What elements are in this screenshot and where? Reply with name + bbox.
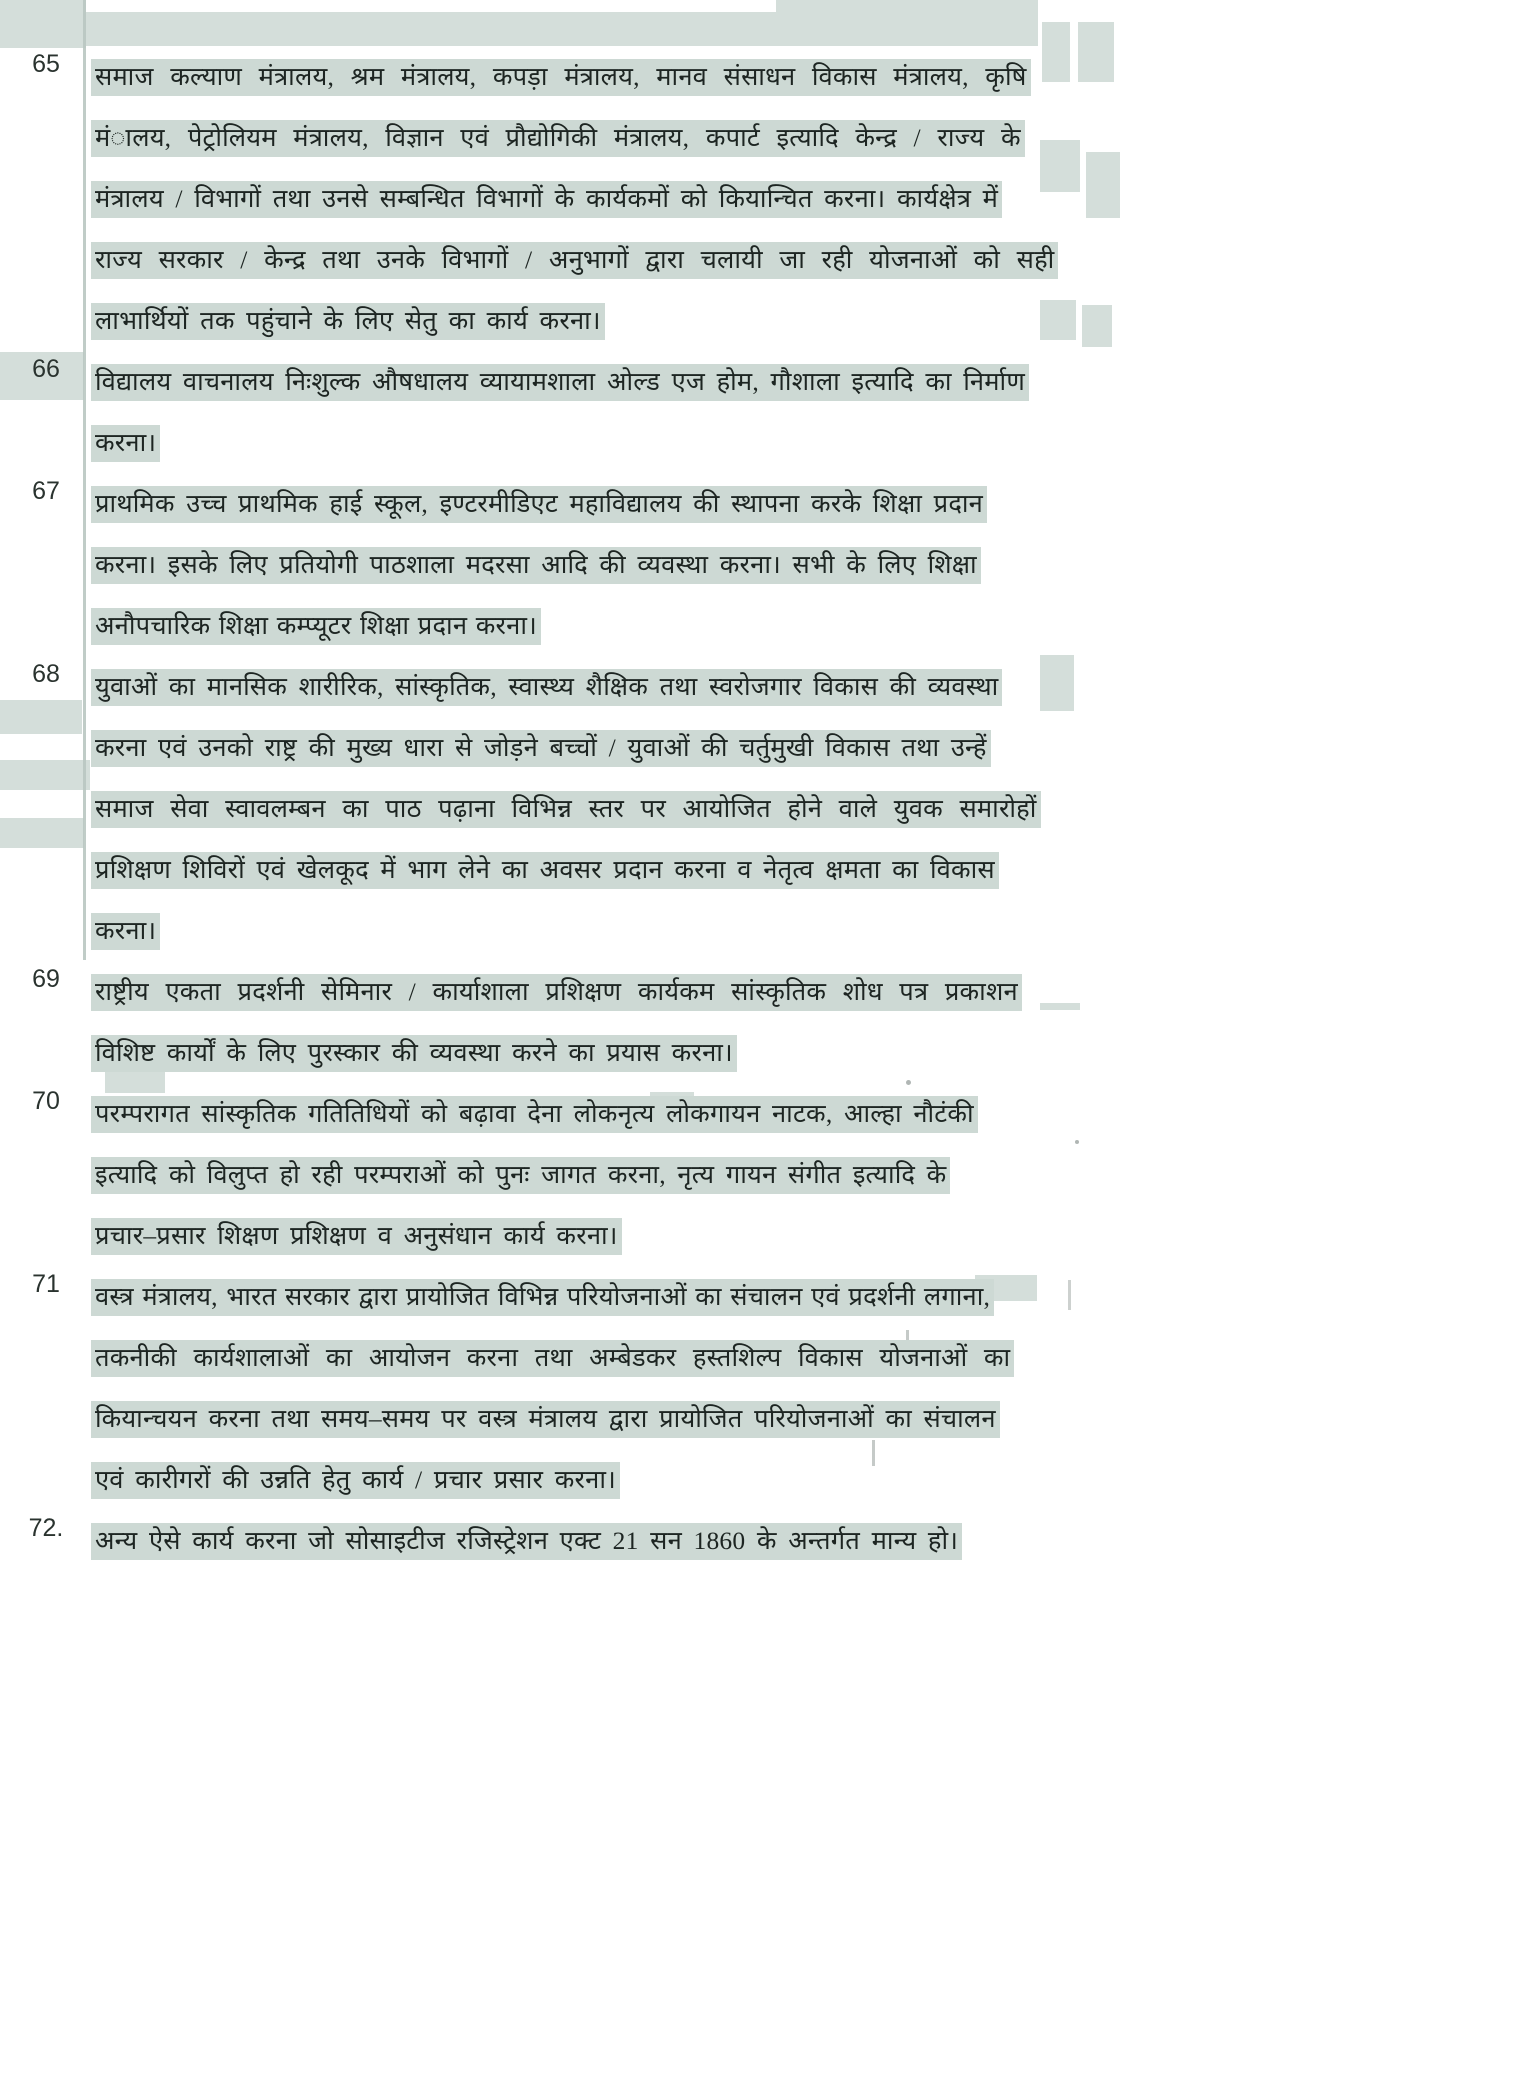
clause-text <box>92 1266 1540 1510</box>
clause-text <box>92 351 1540 473</box>
clause-line: अनौपचारिक शिक्षा कम्प्यूटर शिक्षा प्रदान करना। <box>92 609 540 644</box>
clause-line: समाज कल्याण मंत्रालय, श्रम मंत्रालय, कपड़ा मंत्रालय, मानव संसाधन विकास मंत्रालय, कृषि <box>92 60 1030 95</box>
clause-line: करना एवं उनको राष्ट्र की मुख्य धारा से जोड़ने बच्चों / युवाओं की चर्तुमुखी विकास तथा उन्हें <box>92 731 990 766</box>
clause-line: वस्त्र मंत्रालय, भारत सरकार द्वारा प्रायोजित विभिन्न परियोजनाओं का संचालन एवं प्रदर्शनी लगाना, <box>92 1280 993 1315</box>
clause-line: राष्ट्रीय एकता प्रदर्शनी सेमिनार / कार्याशाला प्रशिक्षण कार्यकम सांस्कृतिक शोध पत्र प्रकाशन <box>92 975 1021 1010</box>
clause-text <box>92 473 1540 656</box>
clause-line: करना। <box>92 914 159 949</box>
clause-number: 66 <box>32 355 60 383</box>
clause-line: परम्परागत सांस्कृतिक गतितिधियों को बढ़ावा देना लोकनृत्य लोकगायन नाटक, आल्हा नौटंकी <box>92 1097 977 1132</box>
clause-line: मंत्रालय / विभागों तथा उनसे सम्बन्धित विभागों के कार्यकमों को कियान्चित करना। कार्यक्षेत्र में <box>92 182 1001 217</box>
clause-line: युवाओं का मानसिक शारीरिक, सांस्कृतिक, स्वास्थ्य शैक्षिक तथा स्वरोजगार विकास की व्यवस्था <box>92 670 1001 705</box>
clause-number: 69 <box>32 965 60 993</box>
clause-text <box>92 961 1540 1083</box>
list-item <box>0 961 1540 1083</box>
clause-number: 70 <box>32 1087 60 1115</box>
list-item <box>0 351 1540 473</box>
clause-line: प्रचार–प्रसार शिक्षण प्रशिक्षण व अनुसंधान कार्य करना। <box>92 1219 621 1254</box>
clause-number: 68 <box>32 660 60 688</box>
list-item <box>0 656 1540 961</box>
clause-line: प्राथमिक उच्च प्राथमिक हाई स्कूल, इण्टरमीडिएट महाविद्यालय की स्थापना करके शिक्षा प्रदान <box>92 487 986 522</box>
clause-text <box>92 656 1540 961</box>
clause-line: विशिष्ट कार्यों के लिए पुरस्कार की व्यवस्था करने का प्रयास करना। <box>92 1036 736 1071</box>
list-item <box>0 46 1540 351</box>
clause-text <box>92 1083 1540 1266</box>
clause-line: विद्यालय वाचनालय निःशुल्क औषधालय व्यायामशाला ओल्ड एज होम, गौशाला इत्यादि का निर्माण <box>92 365 1028 400</box>
clause-text <box>92 46 1540 351</box>
clause-text <box>92 1510 1540 1571</box>
list-item <box>0 473 1540 656</box>
clause-line: कियान्चयन करना तथा समय–समय पर वस्त्र मंत्रालय द्वारा प्रायोजित परियोजनाओं का संचालन <box>92 1402 999 1437</box>
list-item <box>0 1266 1540 1510</box>
clause-line: समाज सेवा स्वावलम्बन का पाठ पढ़ाना विभिन्न स्तर पर आयोजित होने वाले युवक समारोहों <box>92 792 1040 827</box>
list-item <box>0 1510 1540 1571</box>
clause-line: प्रशिक्षण शिविरों एवं खेलकूद में भाग लेने का अवसर प्रदान करना व नेतृत्व क्षमता का विकास <box>92 853 998 888</box>
clause-number: 65 <box>32 50 60 78</box>
clause-line: एवं कारीगरों की उन्नति हेतु कार्य / प्रचार प्रसार करना। <box>92 1463 619 1498</box>
clause-line: करना। <box>92 426 159 461</box>
clause-number: 72. <box>28 1514 64 1542</box>
clause-line: इत्यादि को विलुप्त हो रही परम्पराओं को पुनः जागत करना, नृत्य गायन संगीत इत्यादि के <box>92 1158 949 1193</box>
list-item <box>0 1083 1540 1266</box>
clause-line: राज्य सरकार / केन्द्र तथा उनके विभागों / अनुभागों द्वारा चलायी जा रही योजनाओं को सही <box>92 243 1057 278</box>
clause-line: मंालय, पेट्रोलियम मंत्रालय, विज्ञान एवं प्रौद्योगिकी मंत्रालय, कपार्ट इत्यादि केन्द्र / राज्य के <box>92 121 1024 156</box>
clause-line: तकनीकी कार्यशालाओं का आयोजन करना तथा अम्बेडकर हस्तशिल्प विकास योजनाओं का <box>92 1341 1013 1376</box>
clause-line: लाभार्थियों तक पहुंचाने के लिए सेतु का कार्य करना। <box>92 304 604 339</box>
clause-number: 67 <box>32 477 60 505</box>
clause-line: करना। इसके लिए प्रतियोगी पाठशाला मदरसा आदि की व्यवस्था करना। सभी के लिए शिक्षा <box>92 548 980 583</box>
clause-number: 71 <box>32 1270 60 1298</box>
clause-line: अन्य ऐसे कार्य करना जो सोसाइटीज रजिस्ट्रेशन एक्ट 21 सन 1860 के अन्तर्गत मान्य हो। <box>92 1524 961 1559</box>
